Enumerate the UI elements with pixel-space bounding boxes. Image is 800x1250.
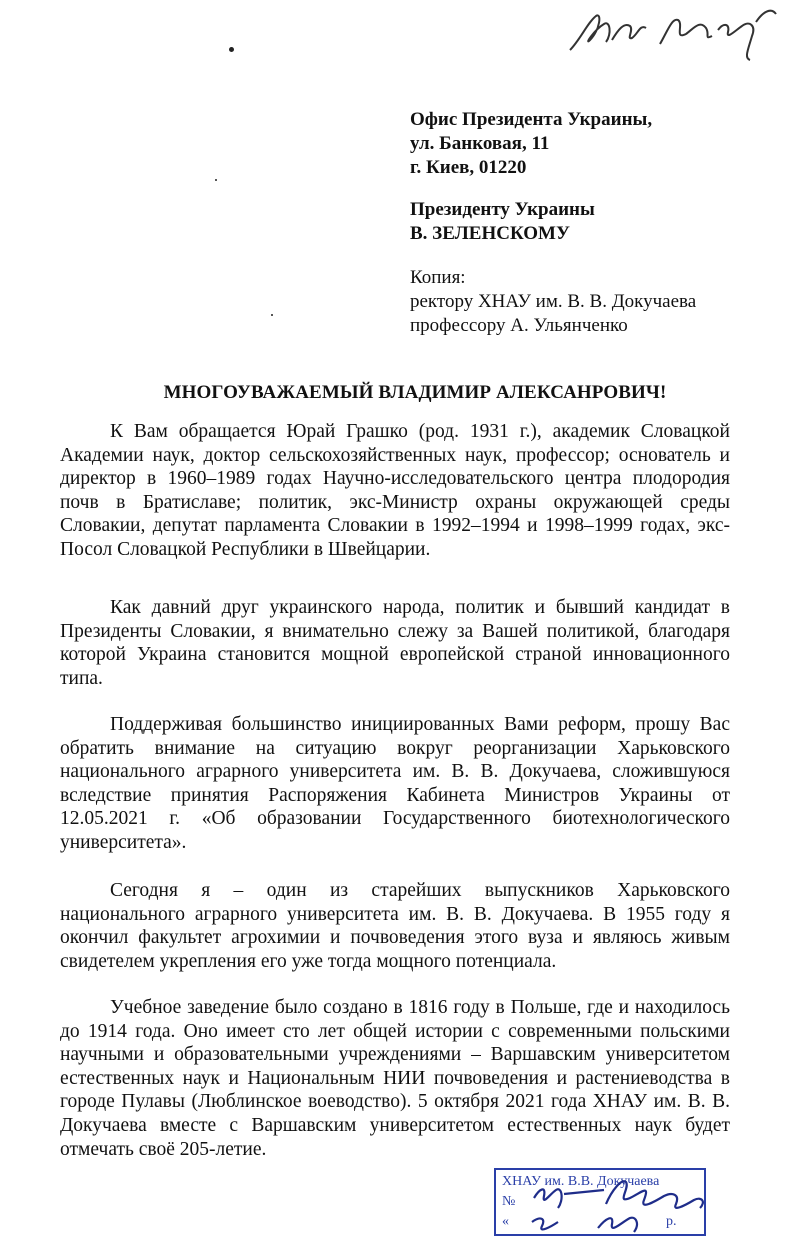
recipient-block bbox=[410, 198, 770, 246]
recipient-line: В. ЗЕЛЕНСКОМУ bbox=[410, 223, 570, 244]
stamp-org: ХНАУ им. В.В. Докучаева bbox=[502, 1174, 660, 1189]
stamp-number-row bbox=[502, 1192, 698, 1212]
paragraph: К Вам обращается Юрай Грашко (род. 1931 г.), академик Словацкой Академии наук, доктор сельскохозяйственных наук, профессор; основатель и директор в 1960–1989 годах Научно-исследовательского центра плодородия почв в Братиславе; политик, экс-Министр охраны окружающей среды Словакии, депутат парламента Словакии в 1992–1994 и 1998–1999 годах, экс-Посол Словацкой Республики в Швейцарии. bbox=[60, 421, 730, 560]
scan-speck bbox=[229, 47, 234, 52]
salutation: МНОГОУВАЖАЕМЫЙ ВЛАДИМИР АЛЕКСАНРОВИЧ! bbox=[163, 382, 667, 403]
copy-line: ректору ХНАУ им. В. В. Докучаева bbox=[410, 291, 697, 312]
paragraph: Сегодня я – один из старейших выпускников Харьковского национального аграрного университета им. В. В. Докучаева. В 1955 году я окончил факультет агрохимии и почвоведения этого вуза и являюсь живым свидетелем укрепления его уже тогда мощного потенциала. bbox=[60, 880, 730, 972]
office-address-line: ул. Банковая, 11 bbox=[410, 133, 550, 154]
copy-block bbox=[410, 266, 770, 338]
stamp-number-prefix: № bbox=[502, 1194, 516, 1209]
handwritten-resolution-icon bbox=[560, 0, 790, 62]
office-address-line: г. Киев, 01220 bbox=[410, 157, 527, 178]
registration-stamp bbox=[494, 1168, 706, 1236]
paragraph: Как давний друг украинского народа, политик и бывший кандидат в Президенты Словакии, я внимательно слежу за Вашей политикой, благодаря которой Украина становится мощной европейской страной инновационного типа. bbox=[60, 597, 730, 689]
copy-line: профессору А. Ульянченко bbox=[410, 315, 628, 336]
stamp-date-row bbox=[502, 1212, 698, 1232]
scan-speck bbox=[271, 314, 273, 316]
office-address-block bbox=[410, 108, 770, 180]
copy-line: Копия: bbox=[410, 267, 466, 288]
scan-speck bbox=[215, 179, 217, 181]
stamp-date-open: « bbox=[502, 1214, 509, 1229]
office-address-line: Офис Президента Украины, bbox=[410, 109, 653, 130]
stamp-date-close: р. bbox=[666, 1214, 677, 1229]
paragraph: Поддерживая большинство инициированных Вами реформ, прошу Вас обратить внимание на ситуацию вокруг реорганизации Харьковского национального аграрного университета им. В. В. Докучаева, сложившуюся вследствие принятия Распоряжения Кабинета Министров Украины от 12.05.2021 г. «Об образовании Государственного биотехнологического университета». bbox=[60, 714, 730, 853]
recipient-line: Президенту Украины bbox=[410, 199, 595, 220]
paragraph: Учебное заведение было создано в 1816 году в Польше, где и находилось до 1914 года. Оно имеет сто лет общей истории с современными польскими научными и образовательными учреждениями – Варшавским университетом естественных наук и Национальным НИИ почвоведения и растениеводства в городе Пулавы (Люблинское воеводство). 5 октября 2021 года ХНАУ им. В. В. Докучаева вместе с Варшавским университетом естественных наук будет отмечать своё 205-летие. bbox=[60, 997, 730, 1160]
